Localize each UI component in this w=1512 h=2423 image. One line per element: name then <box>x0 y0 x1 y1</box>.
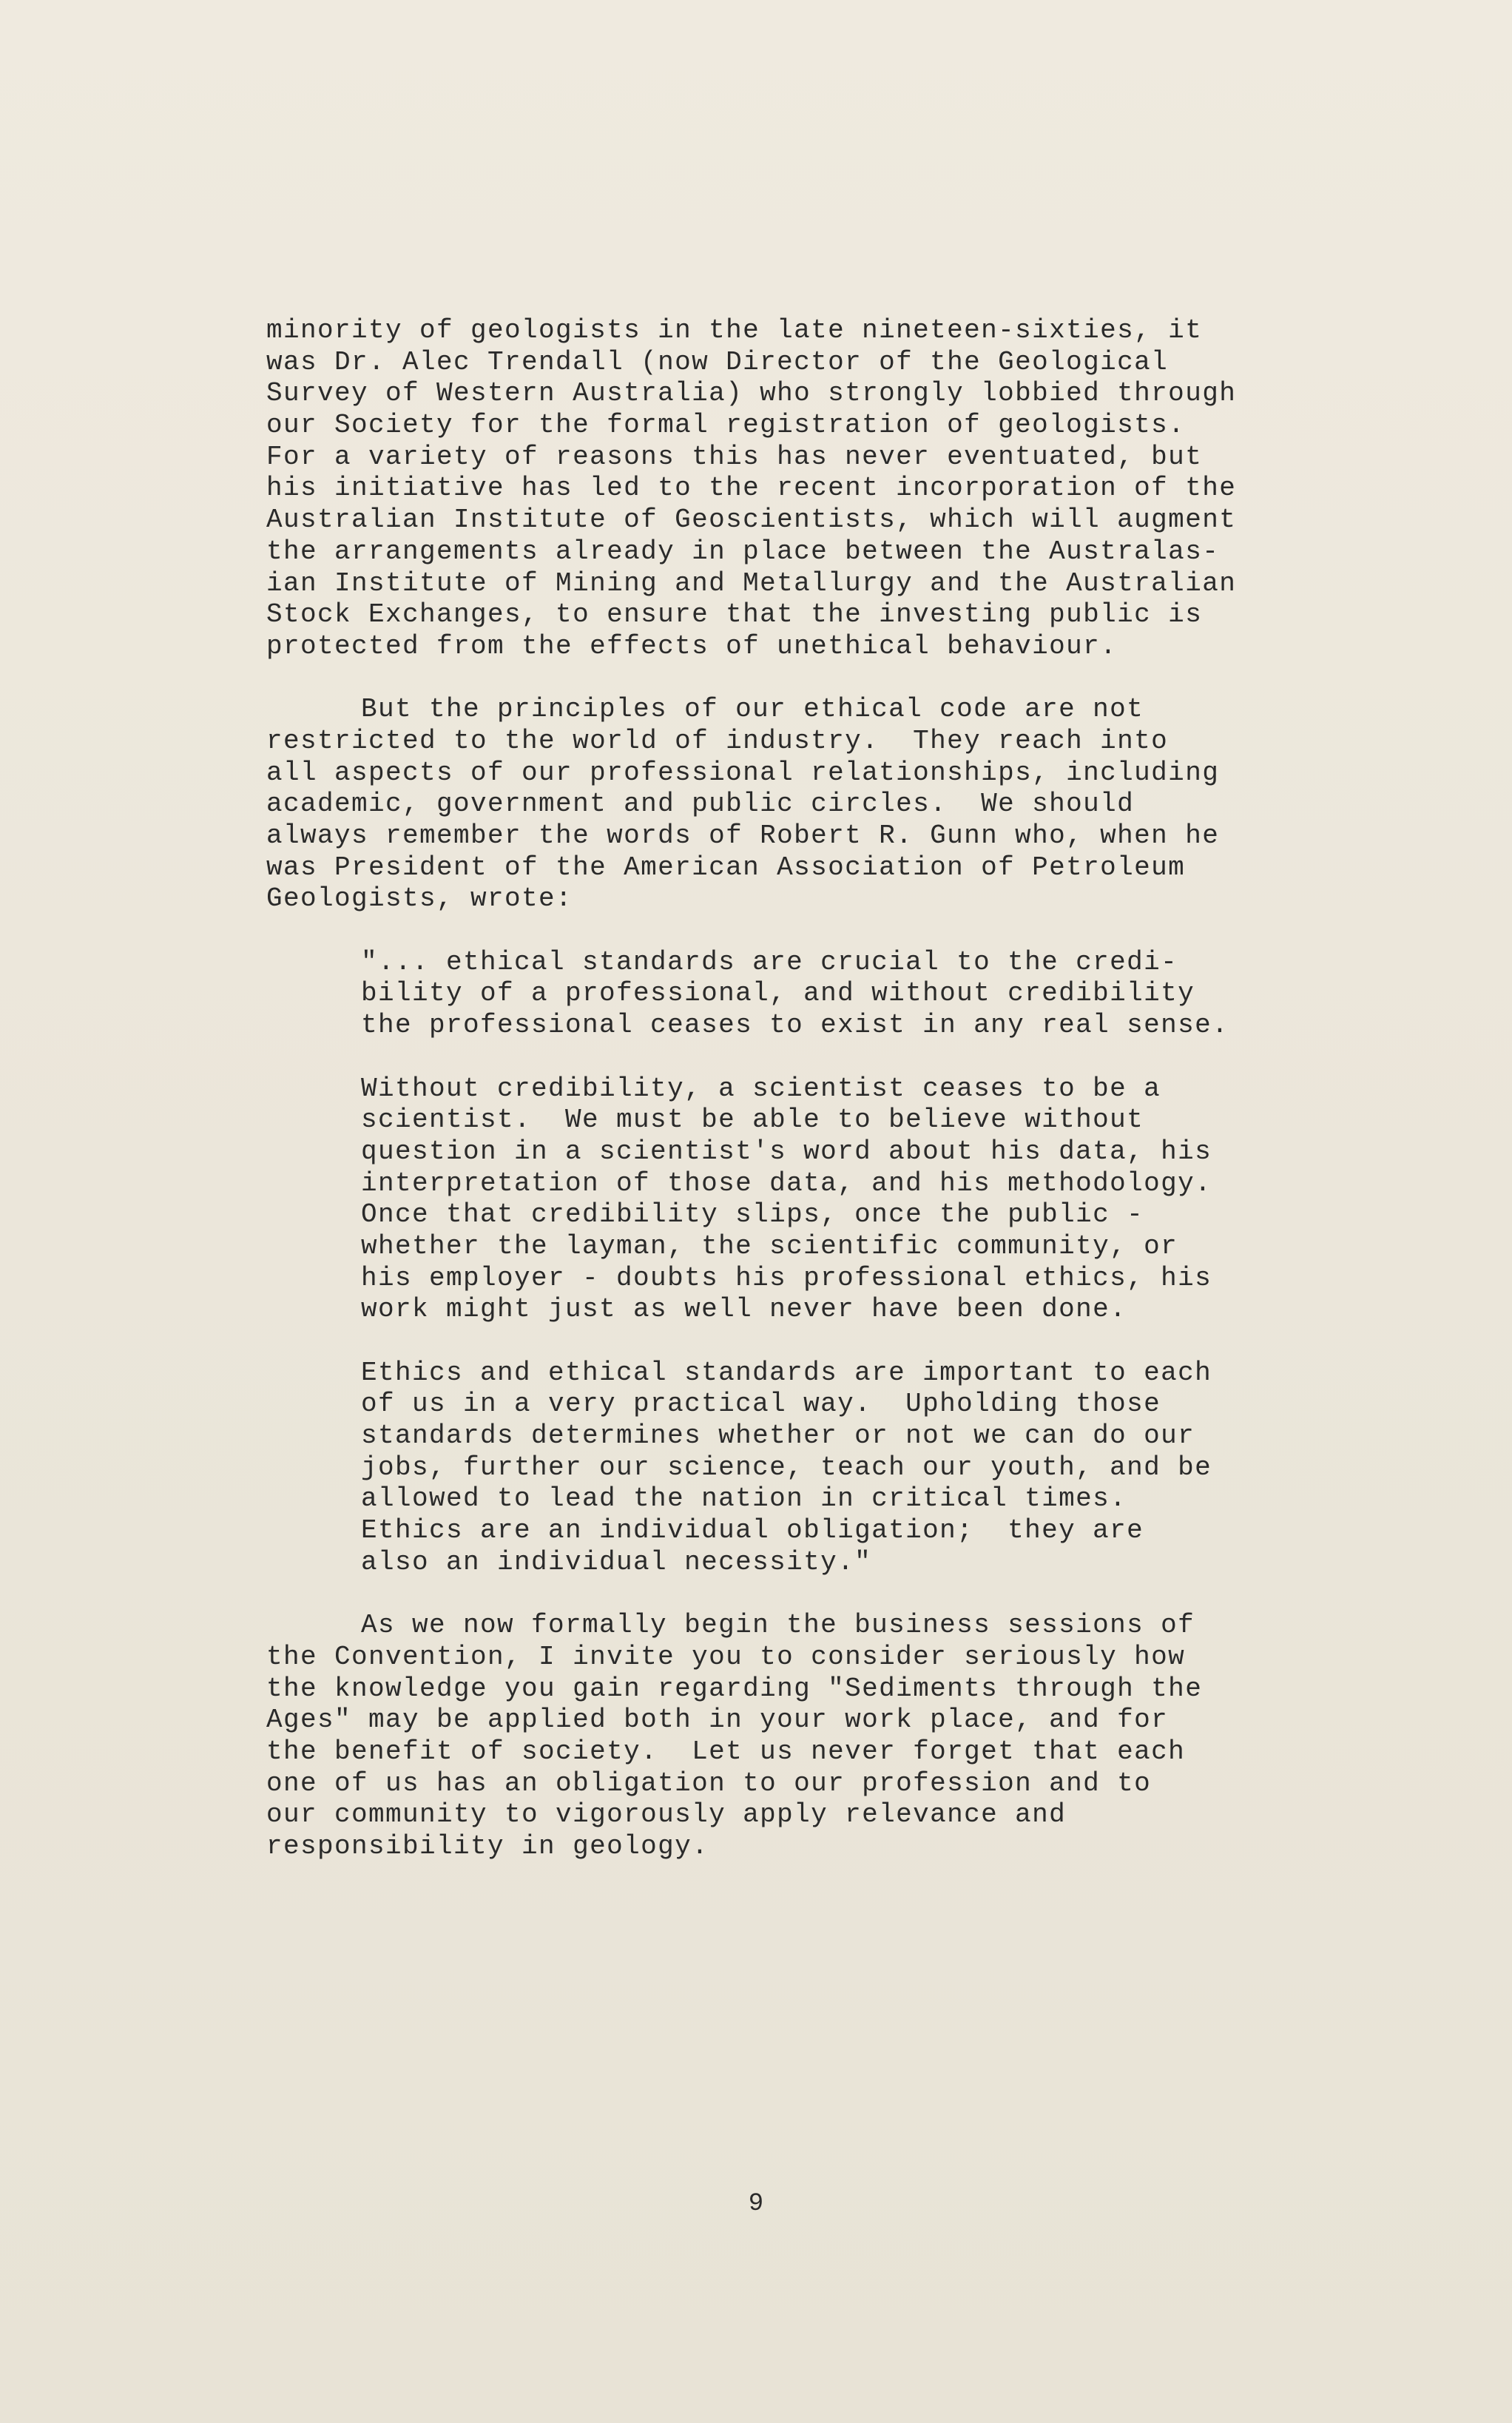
text-line: our community to vigorously apply relevance and <box>266 1799 1067 1830</box>
quote-paragraph-ethics <box>266 1358 1361 1579</box>
text-line: standards determines whether or not we can do our <box>361 1421 1195 1452</box>
text-line: ian Institute of Mining and Metallurgy and the Australian <box>266 567 1237 599</box>
text-line: Geologists, wrote: <box>266 883 573 914</box>
text-line: was President of the American Association of Petroleum <box>266 852 1186 883</box>
paragraph-spacer <box>266 1579 1361 1611</box>
text-line: always remember the words of Robert R. Gunn who, when he <box>266 820 1220 851</box>
text-line: the professional ceases to exist in any real sense. <box>361 1010 1229 1041</box>
text-line: scientist. We must be able to believe without <box>361 1105 1144 1136</box>
text-line: Australian Institute of Geoscientists, which will augment <box>266 505 1237 536</box>
text-line: restricted to the world of industry. They reach into <box>266 725 1169 756</box>
text-line: Once that credibility slips, once the public - <box>361 1199 1144 1230</box>
paragraph-principles <box>266 694 1361 915</box>
text-line: the Convention, I invite you to consider seriously how <box>266 1641 1186 1672</box>
text-line: of us in a very practical way. Upholding those <box>361 1389 1161 1420</box>
text-line: But the principles of our ethical code are not <box>361 694 1144 725</box>
text-line: work might just as well never have been done. <box>361 1294 1127 1325</box>
text-line: Ethics are an individual obligation; they are <box>361 1515 1144 1546</box>
text-line: allowed to lead the nation in critical times. <box>361 1483 1127 1514</box>
text-line: our Society for the formal registration of geologists. <box>266 410 1186 441</box>
text-line: the benefit of society. Let us never forget that each <box>266 1736 1186 1767</box>
text-line: Stock Exchanges, to ensure that the investing public is <box>266 599 1203 630</box>
paragraph-spacer <box>266 1042 1361 1074</box>
quote-paragraph-scientist <box>266 1074 1361 1327</box>
text-line: For a variety of reasons this has never eventuated, but <box>266 441 1203 472</box>
text-line: As we now formally begin the business sessions of <box>361 1610 1195 1641</box>
text-line: the arrangements already in place between the Australas- <box>266 536 1220 567</box>
quote-paragraph-credibility <box>266 947 1361 1042</box>
text-line: whether the layman, the scientific community, or <box>361 1230 1178 1261</box>
body-text <box>266 315 1361 1863</box>
text-line: Without credibility, a scientist ceases to be a <box>361 1073 1161 1104</box>
paragraph-spacer <box>266 1326 1361 1358</box>
text-line: also an individual necessity." <box>361 1546 872 1577</box>
text-line: all aspects of our professional relationships, including <box>266 757 1220 788</box>
text-line: his initiative has led to the recent incorporation of the <box>266 473 1237 504</box>
text-line: Ethics and ethical standards are important to each <box>361 1357 1212 1388</box>
text-line: protected from the effects of unethical behaviour. <box>266 630 1118 661</box>
page-number: 9 <box>748 2190 764 2218</box>
text-line: his employer - doubts his professional ethics, his <box>361 1262 1212 1293</box>
text-line: Ages" may be applied both in your work place, and for <box>266 1705 1169 1736</box>
paragraph-spacer <box>266 663 1361 695</box>
paragraph-convention <box>266 1610 1361 1863</box>
text-line: was Dr. Alec Trendall (now Director of the Geological <box>266 346 1169 377</box>
text-line: interpretation of those data, and his methodology. <box>361 1167 1212 1199</box>
paragraph-spacer <box>266 915 1361 947</box>
text-line: the knowledge you gain regarding "Sediments through the <box>266 1673 1203 1704</box>
text-line: bility of a professional, and without credibility <box>361 978 1195 1009</box>
text-line: question in a scientist's word about his data, his <box>361 1136 1212 1167</box>
text-line: one of us has an obligation to our profession and to <box>266 1767 1152 1799</box>
paragraph-registration <box>266 315 1361 663</box>
text-line: Survey of Western Australia) who strongly lobbied through <box>266 378 1237 409</box>
text-line: minority of geologists in the late nineteen-sixties, it <box>266 315 1203 346</box>
text-line: responsibility in geology. <box>266 1831 709 1861</box>
text-line: academic, government and public circles. We should <box>266 789 1135 820</box>
text-line: jobs, further our science, teach our youth, and be <box>361 1452 1212 1483</box>
text-line: "... ethical standards are crucial to the credi- <box>361 946 1178 977</box>
